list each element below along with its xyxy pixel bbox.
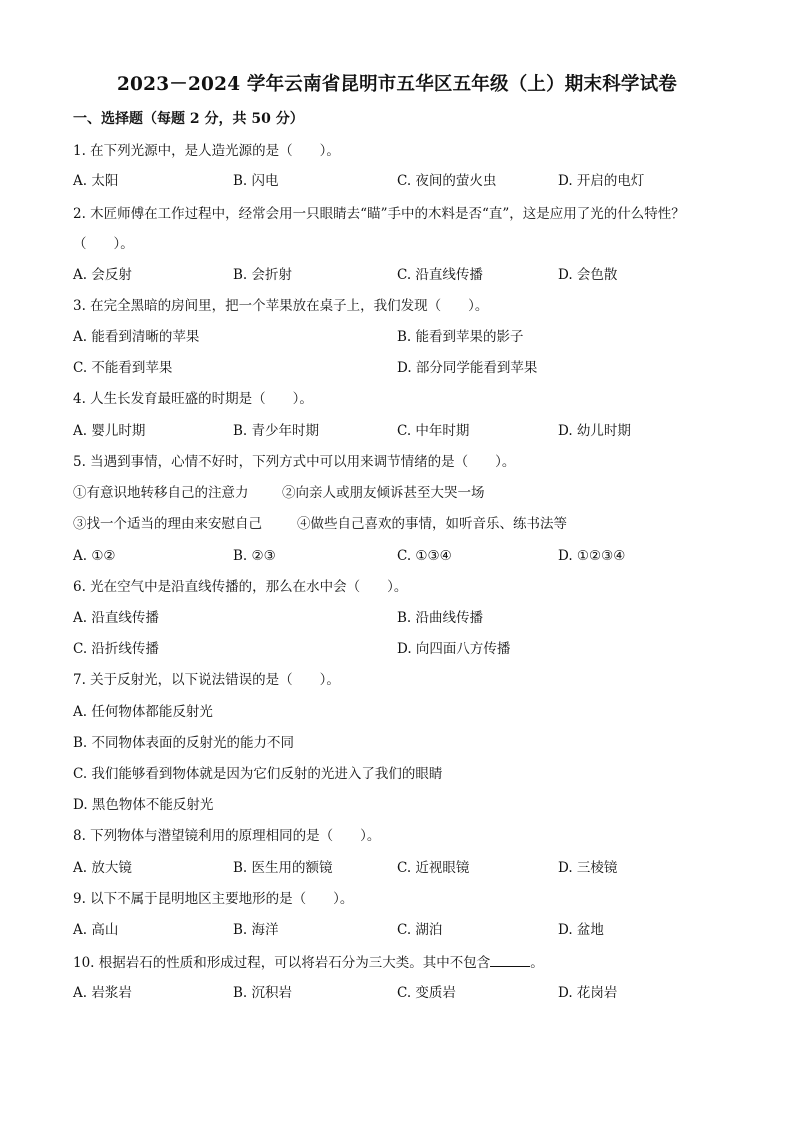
question-stem: 7. 关于反射光，以下说法错误的是（ ）。 <box>73 672 340 688</box>
option-b: B. 不同物体表面的反射光的能力不同 <box>73 735 295 751</box>
question-stem-continued: （ ）。 <box>73 236 134 252</box>
option-a: A. 岩浆岩 <box>73 985 132 1001</box>
option-a: A. 能看到清晰的苹果 <box>73 329 200 345</box>
question-stem: 6. 光在空气中是沿直线传播的，那么在水中会（ ）。 <box>73 579 408 595</box>
section-heading: 一、选择题（每题 2 分，共 50 分） <box>73 111 304 127</box>
option-a: A. 太阳 <box>73 173 119 189</box>
option-c: C. ①③④ <box>397 548 452 564</box>
option-d: D. 向四面八方传播 <box>397 641 511 657</box>
option-b: B. 医生用的额镜 <box>233 860 333 876</box>
option-c: C. 近视眼镜 <box>397 860 470 876</box>
option-b: B. 闪电 <box>233 173 279 189</box>
option-d: D. 开启的电灯 <box>558 173 645 189</box>
option-a: A. 任何物体都能反射光 <box>73 704 213 720</box>
option-d: D. 三棱镜 <box>558 860 618 876</box>
option-c: C. 我们能够看到物体就是因为它们反射的光进入了我们的眼睛 <box>73 766 443 782</box>
question-stem-end: 。 <box>530 955 544 971</box>
question-stem: 8. 下列物体与潜望镜利用的原理相同的是（ ）。 <box>73 828 381 844</box>
option-b: B. 会折射 <box>233 267 293 283</box>
answer-blank <box>490 952 530 967</box>
question-stem: 2. 木匠师傅在工作过程中，经常会用一只眼睛去“瞄”手中的木料是否“直”，这是应用了光的什么特性？ <box>73 206 685 222</box>
option-b: B. 能看到苹果的影子 <box>397 329 524 345</box>
option-c: C. 夜间的萤火虫 <box>397 173 497 189</box>
option-b: B. 沉积岩 <box>233 985 293 1001</box>
option-b: B. ②③ <box>233 548 276 564</box>
option-c: C. 中年时期 <box>397 423 470 439</box>
option-d: D. 幼儿时期 <box>558 423 631 439</box>
option-a: A. 会反射 <box>73 267 132 283</box>
option-d: D. 部分同学能看到苹果 <box>397 360 538 376</box>
option-d: D. ①②③④ <box>558 548 626 564</box>
option-c: C. 变质岩 <box>397 985 456 1001</box>
statement-item: ③找一个适当的理由来安慰自己 <box>73 516 262 532</box>
option-b: B. 沿曲线传播 <box>397 610 484 626</box>
question-stem <box>73 952 544 972</box>
option-a: A. 高山 <box>73 922 119 938</box>
statement-item: ①有意识地转移自己的注意力 <box>73 485 249 501</box>
exam-title: 2023－2024 学年云南省昆明市五华区五年级（上）期末科学试卷 <box>116 74 678 95</box>
option-c: C. 不能看到苹果 <box>73 360 173 376</box>
option-c: C. 湖泊 <box>397 922 443 938</box>
question-stem: 3. 在完全黑暗的房间里，把一个苹果放在桌子上，我们发现（ ）。 <box>73 298 489 314</box>
question-stem: 5. 当遇到事情，心情不好时，下列方式中可以用来调节情绪的是（ ）。 <box>73 454 516 470</box>
option-b: B. 青少年时期 <box>233 423 320 439</box>
question-stem: 9. 以下不属于昆明地区主要地形的是（ ）。 <box>73 891 354 907</box>
option-a: A. 沿直线传播 <box>73 610 159 626</box>
statement-item: ②向亲人或朋友倾诉甚至大哭一场 <box>282 485 485 501</box>
question-stem-text: 10. 根据岩石的性质和形成过程，可以将岩石分为三大类。其中不包含 <box>73 955 491 971</box>
option-a: A. 婴儿时期 <box>73 423 146 439</box>
option-b: B. 海洋 <box>233 922 279 938</box>
question-stem: 4. 人生长发育最旺盛的时期是（ ）。 <box>73 391 313 407</box>
option-c: C. 沿折线传播 <box>73 641 159 657</box>
option-d: D. 花岗岩 <box>558 985 618 1001</box>
statement-item: ④做些自己喜欢的事情，如听音乐、练书法等 <box>297 516 567 532</box>
question-stem: 1. 在下列光源中，是人造光源的是（ ）。 <box>73 143 340 159</box>
option-d: D. 盆地 <box>558 922 604 938</box>
option-d: D. 会色散 <box>558 267 618 283</box>
option-a: A. 放大镜 <box>73 860 132 876</box>
option-a: A. ①② <box>73 548 116 564</box>
option-c: C. 沿直线传播 <box>397 267 483 283</box>
option-d: D. 黑色物体不能反射光 <box>73 797 214 813</box>
